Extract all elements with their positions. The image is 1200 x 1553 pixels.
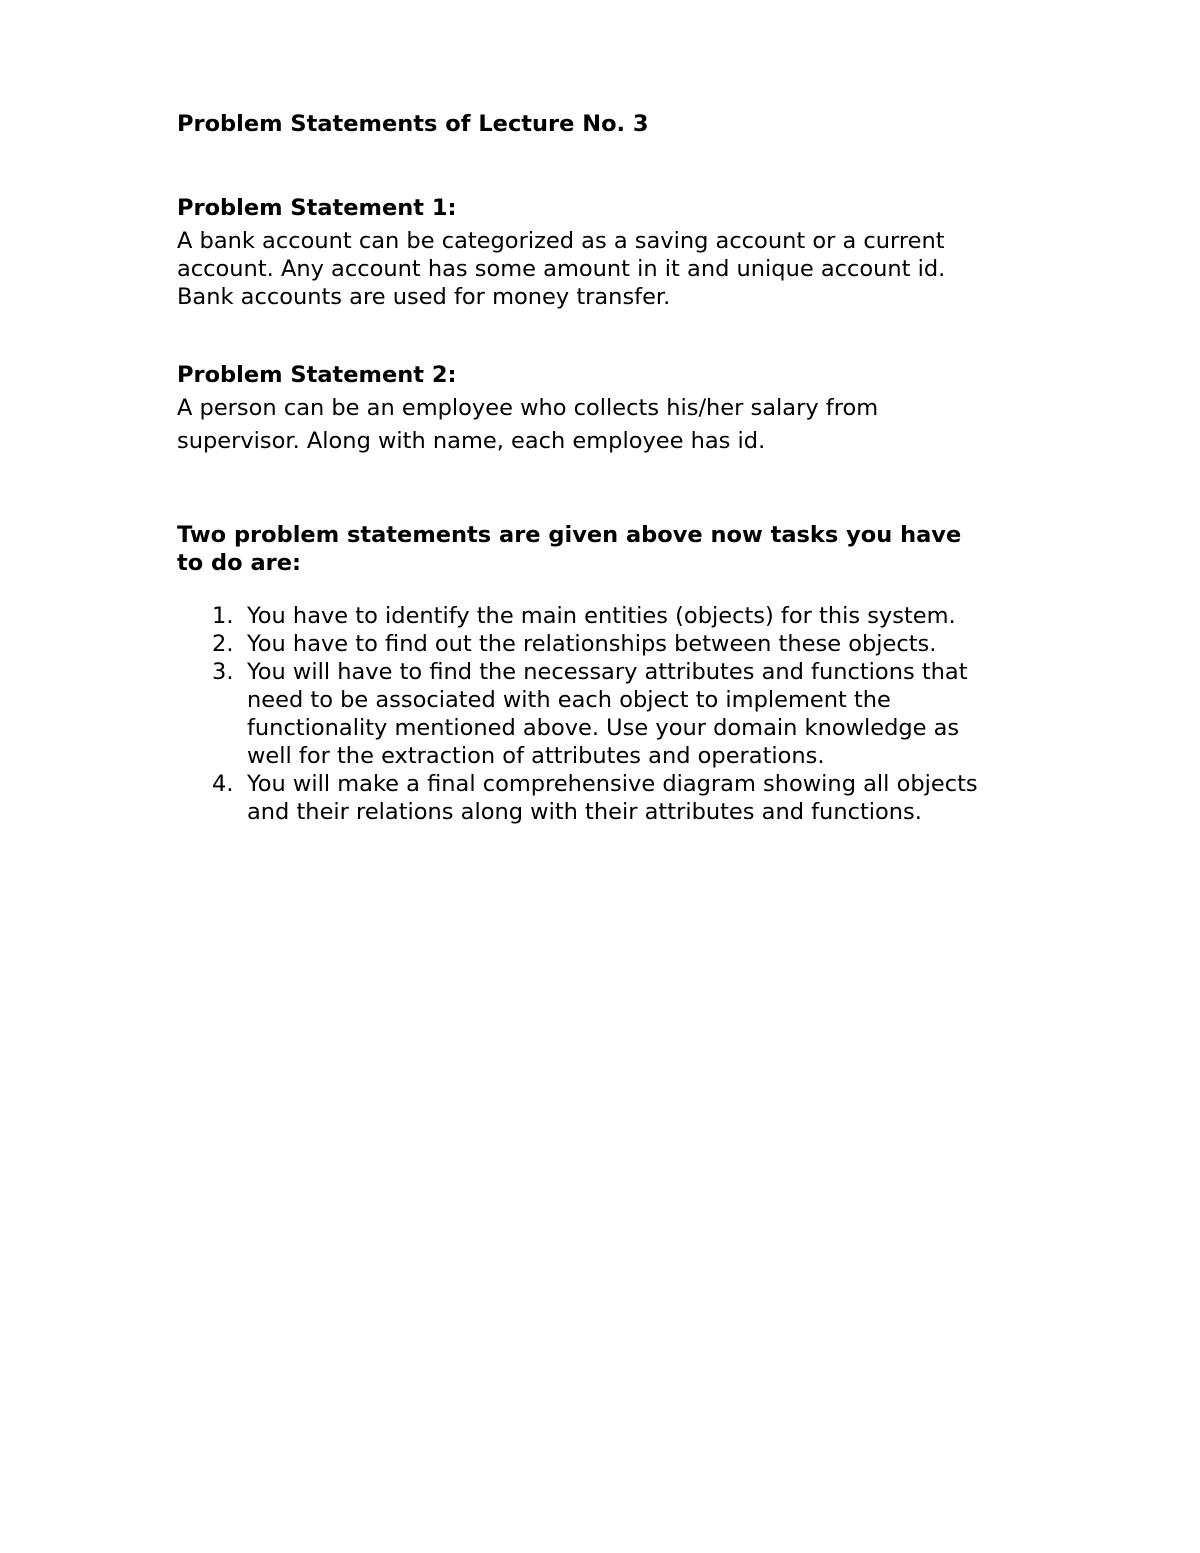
task-line: well for the extraction of attributes and operations. bbox=[247, 743, 825, 769]
task-number: 1. bbox=[212, 603, 234, 629]
problem-statement-1-heading: Problem Statement 1: bbox=[177, 195, 457, 221]
document-title: Problem Statements of Lecture No. 3 bbox=[177, 111, 649, 137]
heading-line: to do are: bbox=[177, 550, 301, 576]
text-line: account. Any account has some amount in it and unique account id. bbox=[177, 256, 946, 282]
task-item-2 bbox=[177, 630, 1037, 658]
tasks-heading bbox=[177, 521, 1037, 577]
problem-statement-2-heading: Problem Statement 2: bbox=[177, 362, 457, 388]
problem-statement-2-text bbox=[177, 394, 1037, 455]
text-line: Bank accounts are used for money transfer. bbox=[177, 284, 671, 310]
task-item-4 bbox=[177, 770, 1037, 826]
task-number: 3. bbox=[212, 659, 234, 685]
problem-statement-1-text bbox=[177, 227, 1037, 311]
task-line: You have to identify the main entities (objects) for this system. bbox=[247, 603, 956, 629]
task-list bbox=[177, 602, 1037, 826]
text-line: A bank account can be categorized as a saving account or a current bbox=[177, 228, 945, 254]
heading-line: Two problem statements are given above now tasks you have bbox=[177, 522, 962, 548]
task-number: 2. bbox=[212, 631, 234, 657]
task-line: need to be associated with each object to implement the bbox=[247, 687, 891, 713]
task-line: You will have to find the necessary attributes and functions that bbox=[247, 659, 968, 685]
task-item-3 bbox=[177, 658, 1037, 770]
document-body bbox=[177, 110, 1037, 826]
task-line: You will make a final comprehensive diagram showing all objects bbox=[247, 771, 978, 797]
text-line: A person can be an employee who collects his/her salary from bbox=[177, 395, 879, 421]
task-item-1 bbox=[177, 602, 1037, 630]
task-line: You have to find out the relationships between these objects. bbox=[247, 631, 937, 657]
task-number: 4. bbox=[212, 771, 234, 797]
task-line: and their relations along with their attributes and functions. bbox=[247, 799, 922, 825]
text-line: supervisor. Along with name, each employee has id. bbox=[177, 428, 766, 454]
task-line: functionality mentioned above. Use your domain knowledge as bbox=[247, 715, 960, 741]
